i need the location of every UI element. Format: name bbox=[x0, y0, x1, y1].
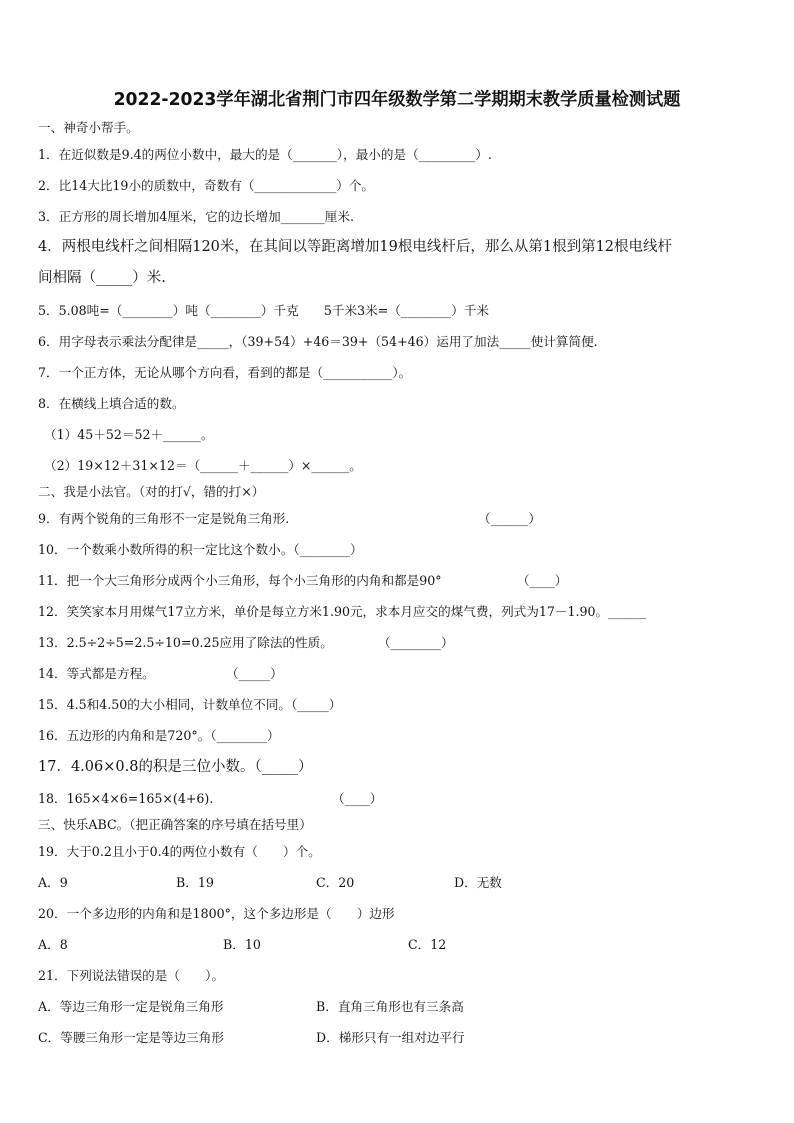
question-20-option-c: C．12 bbox=[408, 937, 447, 952]
question-7: 7．一个正方体，无论从哪个方向看，看到的都是（___________）。 bbox=[38, 365, 412, 380]
question-21-option-d: D．梯形只有一组对边平行 bbox=[316, 1030, 465, 1045]
question-8-part-1: （1）45＋52＝52＋______。 bbox=[44, 427, 214, 442]
question-19-option-b: B．19 bbox=[176, 875, 214, 890]
question-19-option-c: C．20 bbox=[316, 875, 355, 890]
question-19-option-d: D．无数 bbox=[454, 875, 502, 890]
question-21-option-b: B．直角三角形也有三条高 bbox=[316, 999, 464, 1014]
question-6: 6．用字母表示乘法分配律是_____，（39+54）+46＝39+（54+46）运用了加法_____使计算简便. bbox=[38, 334, 598, 349]
question-20-option-b: B．10 bbox=[223, 937, 261, 952]
question-20-option-a: A．8 bbox=[38, 937, 68, 952]
question-16: 16．五边形的内角和是720°。（________） bbox=[38, 728, 280, 743]
question-19: 19．大于0.2且小于0.4的两位小数有（ ）个。 bbox=[38, 844, 321, 859]
section-heading-2: 二、我是小法官。（对的打√，错的打×） bbox=[38, 484, 265, 499]
question-3: 3．正方形的周长增加4厘米，它的边长增加_______厘米. bbox=[38, 209, 354, 224]
question-14: 14．等式都是方程。 bbox=[38, 666, 155, 681]
question-4-line-1: 4．两根电线杆之间相隔120米，在其间以等距离增加19根电线杆后，那么从第1根到第12根电线杆 bbox=[38, 239, 673, 255]
question-19-option-a: A．9 bbox=[38, 875, 68, 890]
section-heading-1: 一、神奇小帮手。 bbox=[38, 120, 139, 135]
question-11: 11．把一个大三角形分成两个小三角形，每个小三角形的内角和都是90° bbox=[38, 573, 442, 588]
question-13-answer-blank: （________） bbox=[378, 635, 454, 650]
question-4-line-2: 间相隔（_____）米. bbox=[38, 270, 166, 286]
question-8-part-2: （2）19×12＋31×12＝（______＋______）×______。 bbox=[44, 458, 362, 473]
question-9: 9．有两个锐角的三角形不一定是锐角三角形. bbox=[38, 511, 290, 526]
question-21: 21．下列说法错误的是（ ）。 bbox=[38, 968, 225, 983]
section-heading-3: 三、快乐ABC。（把正确答案的序号填在括号里） bbox=[38, 817, 312, 832]
question-17: 17．4.06×0.8的积是三位小数。（_____） bbox=[38, 759, 313, 775]
question-21-option-c: C．等腰三角形一定是等边三角形 bbox=[38, 1030, 224, 1045]
question-18: 18．165×4×6=165×(4+6). bbox=[38, 791, 214, 806]
question-12: 12．笑笑家本月用煤气17立方米，单价是每立方米1.90元，求本月应交的煤气费，列式为17－1.90。______ bbox=[38, 604, 646, 619]
page-title: 2022-2023学年湖北省荆门市四年级数学第二学期期末教学质量检测试题 bbox=[113, 90, 681, 110]
question-15: 15．4.5和4.50的大小相同，计数单位不同。（_____） bbox=[38, 697, 342, 712]
question-9-answer-blank: （______） bbox=[478, 511, 541, 526]
question-8: 8．在横线上填合适的数。 bbox=[38, 396, 185, 411]
question-20: 20．一个多边形的内角和是1800°，这个多边形是（ ）边形 bbox=[38, 906, 395, 921]
question-11-answer-blank: （____） bbox=[517, 573, 568, 588]
question-1: 1．在近似数是9.4的两位小数中，最大的是（_______），最小的是（_________）. bbox=[38, 147, 492, 162]
question-2: 2．比14大比19小的质数中，奇数有（_____________）个。 bbox=[38, 178, 375, 193]
question-18-answer-blank: （____） bbox=[332, 791, 383, 806]
question-10: 10．一个数乘小数所得的积一定比这个数小。（________） bbox=[38, 542, 363, 557]
question-21-option-a: A．等边三角形一定是锐角三角形 bbox=[38, 999, 224, 1014]
question-13: 13．2.5÷2÷5=2.5÷10=0.25应用了除法的性质。 bbox=[38, 635, 333, 650]
question-5: 5．5.08吨=（________）吨（________）千克 5千米3米=（________）千米 bbox=[38, 303, 489, 318]
question-14-answer-blank: （_____） bbox=[226, 666, 283, 681]
